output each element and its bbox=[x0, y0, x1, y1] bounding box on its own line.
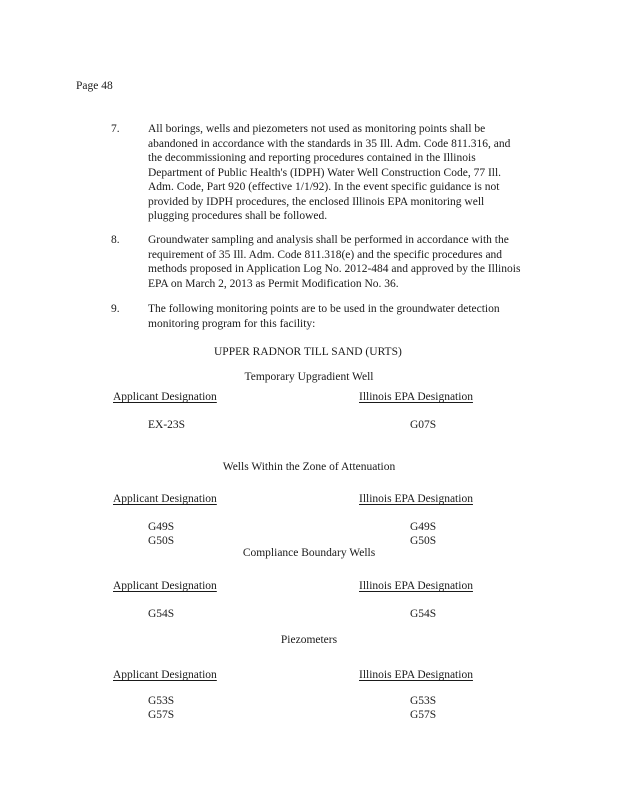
applicant-designation-header: Applicant Designation bbox=[113, 669, 217, 681]
applicant-well-id: G50S bbox=[148, 535, 175, 547]
paragraph-line: EPA on March 2, 2013 as Permit Modification No. 36. bbox=[148, 277, 399, 290]
illinois-epa-designation-header: Illinois EPA Designation bbox=[359, 493, 473, 505]
paragraph-item-8 bbox=[148, 233, 548, 291]
paragraph-line: the decommissioning and reporting procedures contained in the Illinois bbox=[148, 152, 476, 164]
paragraph-line: Adm. Code, Part 920 (effective 1/1/92). In the event specific guidance is not bbox=[148, 181, 500, 193]
epa-well-id: G49S bbox=[410, 521, 437, 533]
epa-well-id: G54S bbox=[410, 608, 437, 620]
applicant-well-id: G49S bbox=[148, 521, 175, 533]
epa-well-id: G53S bbox=[410, 695, 437, 707]
epa-well-id: G07S bbox=[410, 419, 437, 431]
applicant-well-id: G54S bbox=[148, 608, 175, 620]
section-title: Temporary Upgradient Well bbox=[244, 371, 374, 383]
epa-well-id: G50S bbox=[410, 535, 437, 547]
illinois-epa-designation-header: Illinois EPA Designation bbox=[359, 580, 473, 592]
paragraph-line: Groundwater sampling and analysis shall be performed in accordance with the bbox=[148, 234, 509, 246]
paragraph-item-7 bbox=[148, 122, 548, 224]
applicant-designation-header: Applicant Designation bbox=[113, 391, 217, 403]
paragraph-line: The following monitoring points are to be used in the groundwater detection bbox=[148, 303, 500, 315]
applicant-well-id: G53S bbox=[148, 695, 175, 707]
section-title: Wells Within the Zone of Attenuation bbox=[222, 461, 396, 473]
unit-title: UPPER RADNOR TILL SAND (URTS) bbox=[214, 346, 402, 358]
paragraph-line: All borings, wells and piezometers not used as monitoring points shall be bbox=[148, 123, 486, 135]
paragraph-line: requirement of 35 Ill. Adm. Code 811.318(e) and the specific procedures and bbox=[148, 248, 503, 261]
item-number: 8. bbox=[111, 234, 120, 246]
paragraph-item-9 bbox=[148, 302, 548, 331]
paragraph-line: Department of Public Health's (IDPH) Water Well Construction Code, 77 Ill. bbox=[148, 166, 502, 179]
paragraph-line: provided by IDPH procedures, the enclosed Illinois EPA monitoring well bbox=[148, 195, 485, 208]
item-number: 7. bbox=[111, 123, 120, 135]
item-number: 9. bbox=[111, 303, 120, 315]
illinois-epa-designation-header: Illinois EPA Designation bbox=[359, 391, 473, 403]
section-title: Piezometers bbox=[280, 634, 338, 646]
paragraph-line: monitoring program for this facility: bbox=[148, 317, 316, 330]
applicant-well-id: G57S bbox=[148, 709, 175, 721]
applicant-designation-header: Applicant Designation bbox=[113, 580, 217, 592]
paragraph-line: abandoned in accordance with the standards in 35 Ill. Adm. Code 811.316, and bbox=[148, 137, 511, 150]
section-title: Compliance Boundary Wells bbox=[242, 547, 376, 559]
applicant-well-id: EX-23S bbox=[148, 419, 186, 431]
illinois-epa-designation-header: Illinois EPA Designation bbox=[359, 669, 473, 681]
epa-well-id: G57S bbox=[410, 709, 437, 721]
paragraph-line: plugging procedures shall be followed. bbox=[148, 210, 328, 222]
applicant-designation-header: Applicant Designation bbox=[113, 493, 217, 505]
page-number: Page 48 bbox=[76, 80, 113, 92]
paragraph-line: methods proposed in Application Log No. 2012-484 and approved by the Illinois bbox=[148, 263, 521, 275]
